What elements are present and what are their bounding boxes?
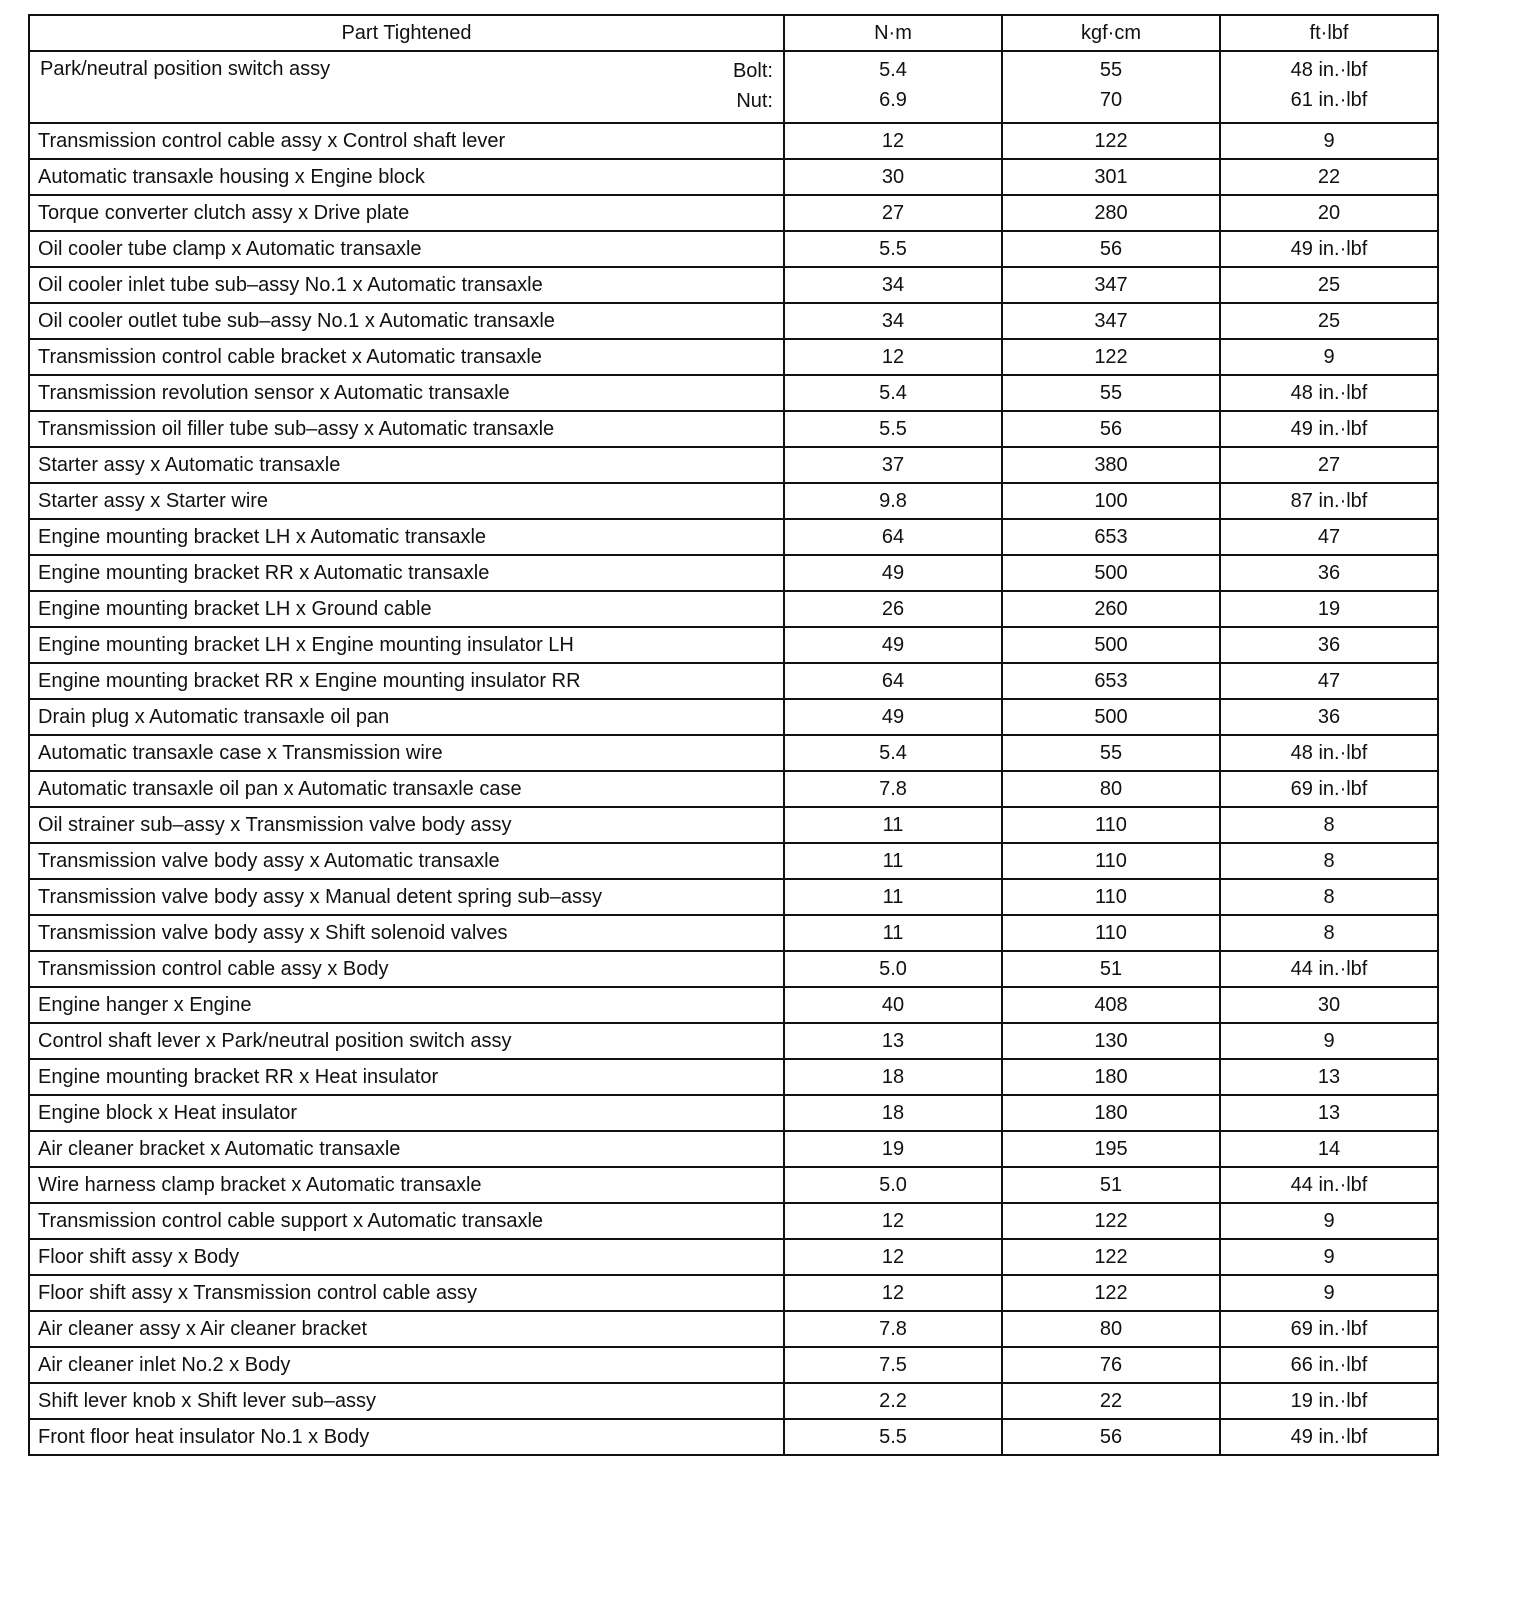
table-row (29, 159, 1438, 195)
kgf-cell: 347 (1002, 303, 1220, 339)
part-cell: Shift lever knob x Shift lever sub–assy (29, 1383, 784, 1419)
ft-cell: 69 in.·lbf (1220, 1311, 1438, 1347)
kgf-cell: 122 (1002, 123, 1220, 159)
ft-cell: 44 in.·lbf (1220, 951, 1438, 987)
kgf-cell: 22 (1002, 1383, 1220, 1419)
ft-cell: 8 (1220, 807, 1438, 843)
kgf-cell: 347 (1002, 267, 1220, 303)
table-row (29, 1131, 1438, 1167)
part-cell: Air cleaner assy x Air cleaner bracket (29, 1311, 784, 1347)
ft-cell: 47 (1220, 519, 1438, 555)
ft-cell: 9 (1220, 339, 1438, 375)
bolt-ft: 48 in.·lbf (1290, 59, 1368, 81)
table-row (29, 1275, 1438, 1311)
table-row (29, 1383, 1438, 1419)
part-cell: Transmission valve body assy x Shift solenoid valves (29, 915, 784, 951)
part-cell: Starter assy x Starter wire (29, 483, 784, 519)
part-cell: Engine mounting bracket LH x Automatic transaxle (29, 519, 784, 555)
part-cell: Wire harness clamp bracket x Automatic transaxle (29, 1167, 784, 1203)
nm-cell: 2.2 (784, 1383, 1002, 1419)
nut-label: Nut: (736, 90, 773, 112)
part-cell: Engine hanger x Engine (29, 987, 784, 1023)
part-cell: Transmission oil filler tube sub–assy x Automatic transaxle (29, 411, 784, 447)
kgf-cell: 51 (1002, 951, 1220, 987)
nut-nm: 6.9 (879, 89, 907, 111)
part-cell: Engine mounting bracket RR x Engine mounting insulator RR (29, 663, 784, 699)
bolt-label: Bolt: (732, 60, 773, 82)
nm-cell: 5.0 (784, 951, 1002, 987)
nm-cell (784, 51, 1002, 123)
ft-cell: 19 (1220, 591, 1438, 627)
table-row (29, 987, 1438, 1023)
table-row (29, 1311, 1438, 1347)
table-row (29, 1239, 1438, 1275)
kgf-cell: 260 (1002, 591, 1220, 627)
table-row (29, 483, 1438, 519)
ft-cell: 8 (1220, 879, 1438, 915)
ft-cell: 44 in.·lbf (1220, 1167, 1438, 1203)
table-row (29, 699, 1438, 735)
part-cell: Air cleaner inlet No.2 x Body (29, 1347, 784, 1383)
table-row (29, 1203, 1438, 1239)
nm-cell: 12 (784, 339, 1002, 375)
kgf-cell: 122 (1002, 1275, 1220, 1311)
part-cell: Engine mounting bracket LH x Ground cable (29, 591, 784, 627)
kgf-cell: 122 (1002, 1239, 1220, 1275)
ft-cell: 49 in.·lbf (1220, 231, 1438, 267)
part-cell: Transmission valve body assy x Automatic transaxle (29, 843, 784, 879)
nm-cell: 9.8 (784, 483, 1002, 519)
ft-cell: 49 in.·lbf (1220, 411, 1438, 447)
table-row (29, 519, 1438, 555)
nm-cell: 49 (784, 627, 1002, 663)
table-row (29, 663, 1438, 699)
kgf-cell (1002, 51, 1220, 123)
nm-cell: 37 (784, 447, 1002, 483)
part-cell: Automatic transaxle housing x Engine block (29, 159, 784, 195)
table-row (29, 339, 1438, 375)
table-row (29, 591, 1438, 627)
bolt-kgf: 55 (1099, 59, 1123, 81)
ft-cell: 9 (1220, 1203, 1438, 1239)
table-row (29, 951, 1438, 987)
table-row (29, 843, 1438, 879)
kgf-cell: 653 (1002, 663, 1220, 699)
kgf-cell: 380 (1002, 447, 1220, 483)
header-ft: ft·lbf (1220, 15, 1438, 51)
nm-cell: 5.5 (784, 231, 1002, 267)
part-cell: Transmission valve body assy x Manual detent spring sub–assy (29, 879, 784, 915)
nm-cell: 12 (784, 1239, 1002, 1275)
ft-cell: 9 (1220, 1239, 1438, 1275)
part-cell: Front floor heat insulator No.1 x Body (29, 1419, 784, 1455)
nm-cell: 7.5 (784, 1347, 1002, 1383)
ft-cell: 48 in.·lbf (1220, 735, 1438, 771)
nm-cell: 11 (784, 879, 1002, 915)
ft-cell: 48 in.·lbf (1220, 375, 1438, 411)
nm-cell: 18 (784, 1059, 1002, 1095)
ft-cell: 13 (1220, 1095, 1438, 1131)
table-row (29, 447, 1438, 483)
torque-spec-table (28, 14, 1439, 1456)
ft-cell: 9 (1220, 1023, 1438, 1059)
nm-cell: 18 (784, 1095, 1002, 1131)
table-row (29, 1167, 1438, 1203)
ft-cell: 13 (1220, 1059, 1438, 1095)
nm-cell: 64 (784, 663, 1002, 699)
kgf-cell: 76 (1002, 1347, 1220, 1383)
table-row (29, 303, 1438, 339)
part-cell: Transmission control cable assy x Body (29, 951, 784, 987)
kgf-cell: 80 (1002, 771, 1220, 807)
nm-cell: 5.5 (784, 1419, 1002, 1455)
kgf-cell: 301 (1002, 159, 1220, 195)
nm-cell: 11 (784, 807, 1002, 843)
part-cell: Floor shift assy x Transmission control cable assy (29, 1275, 784, 1311)
nm-cell: 12 (784, 1275, 1002, 1311)
part-cell: Transmission control cable assy x Control shaft lever (29, 123, 784, 159)
table-row (29, 915, 1438, 951)
ft-cell: 69 in.·lbf (1220, 771, 1438, 807)
table-row (29, 1059, 1438, 1095)
part-cell: Air cleaner bracket x Automatic transaxle (29, 1131, 784, 1167)
ft-cell: 36 (1220, 555, 1438, 591)
kgf-cell: 180 (1002, 1059, 1220, 1095)
kgf-cell: 110 (1002, 807, 1220, 843)
ft-cell: 36 (1220, 627, 1438, 663)
ft-cell: 47 (1220, 663, 1438, 699)
table-row (29, 267, 1438, 303)
kgf-cell: 56 (1002, 411, 1220, 447)
ft-cell: 8 (1220, 843, 1438, 879)
kgf-cell: 500 (1002, 555, 1220, 591)
kgf-cell: 55 (1002, 735, 1220, 771)
kgf-cell: 55 (1002, 375, 1220, 411)
ft-cell: 14 (1220, 1131, 1438, 1167)
part-cell: Automatic transaxle oil pan x Automatic transaxle case (29, 771, 784, 807)
part-cell: Transmission control cable support x Automatic transaxle (29, 1203, 784, 1239)
nm-cell: 5.4 (784, 375, 1002, 411)
part-cell: Control shaft lever x Park/neutral position switch assy (29, 1023, 784, 1059)
nm-cell: 12 (784, 123, 1002, 159)
part-cell: Transmission revolution sensor x Automatic transaxle (29, 375, 784, 411)
nut-kgf: 70 (1099, 89, 1123, 111)
nm-cell: 30 (784, 159, 1002, 195)
nm-cell: 64 (784, 519, 1002, 555)
nm-cell: 34 (784, 267, 1002, 303)
nm-cell: 49 (784, 555, 1002, 591)
part-cell: Drain plug x Automatic transaxle oil pan (29, 699, 784, 735)
part-cell: Oil cooler tube clamp x Automatic transaxle (29, 231, 784, 267)
part-cell: Oil cooler inlet tube sub–assy No.1 x Automatic transaxle (29, 267, 784, 303)
ft-cell: 25 (1220, 267, 1438, 303)
kgf-cell: 100 (1002, 483, 1220, 519)
table-row-park-neutral (29, 51, 1438, 123)
header-nm: N·m (784, 15, 1002, 51)
kgf-cell: 56 (1002, 231, 1220, 267)
nm-cell: 27 (784, 195, 1002, 231)
ft-cell: 25 (1220, 303, 1438, 339)
bolt-nm: 5.4 (879, 59, 907, 81)
table-row (29, 735, 1438, 771)
nm-cell: 12 (784, 1203, 1002, 1239)
kgf-cell: 51 (1002, 1167, 1220, 1203)
kgf-cell: 122 (1002, 339, 1220, 375)
kgf-cell: 280 (1002, 195, 1220, 231)
kgf-cell: 653 (1002, 519, 1220, 555)
part-cell: Oil cooler outlet tube sub–assy No.1 x Automatic transaxle (29, 303, 784, 339)
part-cell: Floor shift assy x Body (29, 1239, 784, 1275)
nm-cell: 5.0 (784, 1167, 1002, 1203)
header-row (29, 15, 1438, 51)
table-row (29, 1095, 1438, 1131)
kgf-cell: 500 (1002, 699, 1220, 735)
ft-cell: 8 (1220, 915, 1438, 951)
part-cell: Starter assy x Automatic transaxle (29, 447, 784, 483)
table-row (29, 771, 1438, 807)
part-cell: Automatic transaxle case x Transmission wire (29, 735, 784, 771)
nm-cell: 19 (784, 1131, 1002, 1167)
table-row (29, 231, 1438, 267)
nm-cell: 11 (784, 915, 1002, 951)
kgf-cell: 110 (1002, 843, 1220, 879)
kgf-cell: 110 (1002, 915, 1220, 951)
ft-cell: 30 (1220, 987, 1438, 1023)
nm-cell: 5.4 (784, 735, 1002, 771)
part-cell: Transmission control cable bracket x Automatic transaxle (29, 339, 784, 375)
table-row (29, 1023, 1438, 1059)
kgf-cell: 180 (1002, 1095, 1220, 1131)
ft-cell (1220, 51, 1438, 123)
ft-cell: 36 (1220, 699, 1438, 735)
ft-cell: 9 (1220, 1275, 1438, 1311)
kgf-cell: 80 (1002, 1311, 1220, 1347)
ft-cell: 27 (1220, 447, 1438, 483)
nm-cell: 13 (784, 1023, 1002, 1059)
nm-cell: 49 (784, 699, 1002, 735)
part-cell: Engine mounting bracket RR x Automatic transaxle (29, 555, 784, 591)
nm-cell: 11 (784, 843, 1002, 879)
part-cell (29, 51, 784, 123)
ft-cell: 87 in.·lbf (1220, 483, 1438, 519)
table-row (29, 1419, 1438, 1455)
part-cell: Engine block x Heat insulator (29, 1095, 784, 1131)
table-row (29, 1347, 1438, 1383)
header-part: Part Tightened (29, 15, 784, 51)
ft-cell: 20 (1220, 195, 1438, 231)
header-kgf: kgf·cm (1002, 15, 1220, 51)
part-cell: Oil strainer sub–assy x Transmission valve body assy (29, 807, 784, 843)
table-row (29, 555, 1438, 591)
ft-cell: 22 (1220, 159, 1438, 195)
part-cell: Engine mounting bracket RR x Heat insulator (29, 1059, 784, 1095)
kgf-cell: 122 (1002, 1203, 1220, 1239)
part-cell: Engine mounting bracket LH x Engine mounting insulator LH (29, 627, 784, 663)
kgf-cell: 195 (1002, 1131, 1220, 1167)
part-cell: Torque converter clutch assy x Drive plate (29, 195, 784, 231)
table-row (29, 807, 1438, 843)
table-row (29, 195, 1438, 231)
part-name: Park/neutral position switch assy (40, 58, 331, 80)
nm-cell: 7.8 (784, 771, 1002, 807)
nm-cell: 26 (784, 591, 1002, 627)
kgf-cell: 130 (1002, 1023, 1220, 1059)
kgf-cell: 110 (1002, 879, 1220, 915)
ft-cell: 9 (1220, 123, 1438, 159)
nm-cell: 34 (784, 303, 1002, 339)
nut-ft: 61 in.·lbf (1290, 89, 1368, 111)
kgf-cell: 56 (1002, 1419, 1220, 1455)
nm-cell: 40 (784, 987, 1002, 1023)
ft-cell: 19 in.·lbf (1220, 1383, 1438, 1419)
nm-cell: 7.8 (784, 1311, 1002, 1347)
ft-cell: 66 in.·lbf (1220, 1347, 1438, 1383)
nm-cell: 5.5 (784, 411, 1002, 447)
table-row (29, 375, 1438, 411)
table-row (29, 627, 1438, 663)
table-row (29, 411, 1438, 447)
ft-cell: 49 in.·lbf (1220, 1419, 1438, 1455)
kgf-cell: 500 (1002, 627, 1220, 663)
kgf-cell: 408 (1002, 987, 1220, 1023)
table-row (29, 879, 1438, 915)
table-row (29, 123, 1438, 159)
